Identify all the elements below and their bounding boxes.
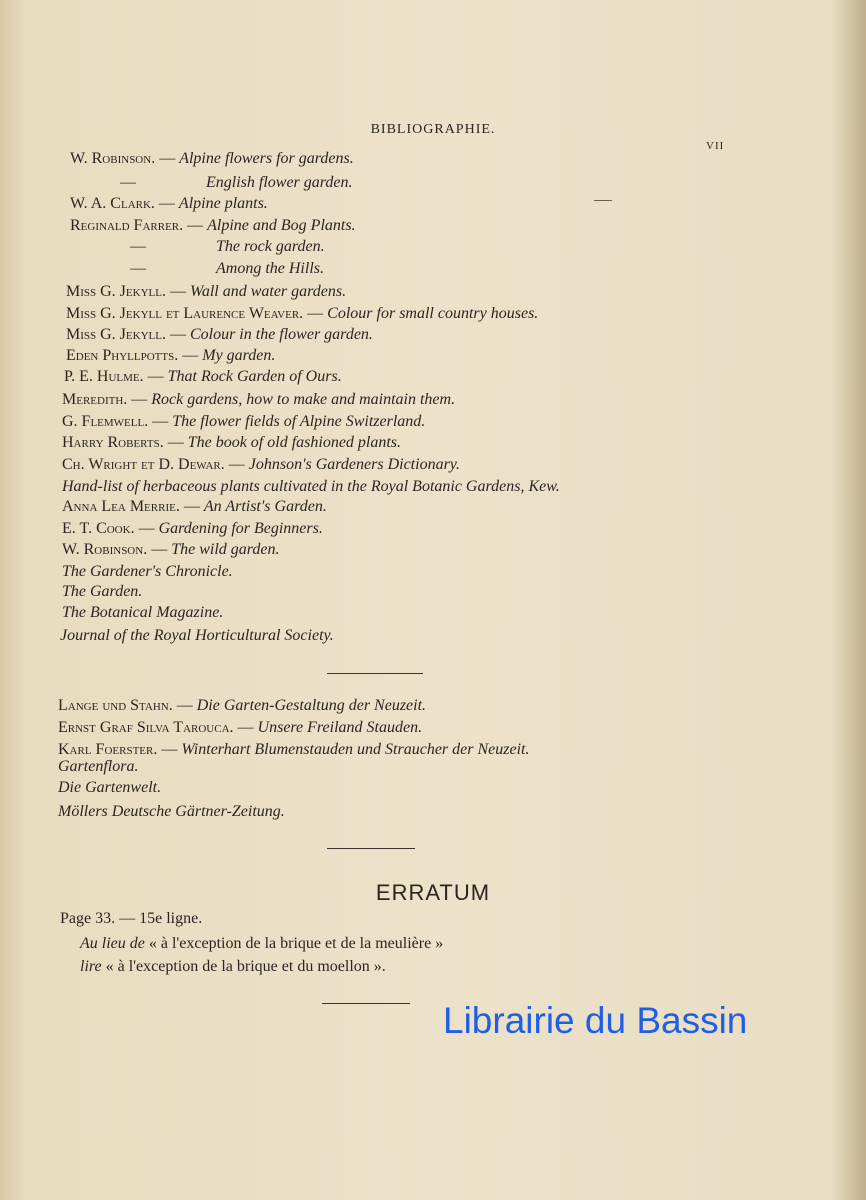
entry-separator: — <box>183 217 208 234</box>
section-divider <box>327 673 423 674</box>
bibliography-entry <box>62 520 323 538</box>
entry-separator: — <box>130 260 146 277</box>
entry-title: Die Garten-Gestaltung der Neuzeit. <box>196 697 427 714</box>
bibliography-entry <box>62 498 327 516</box>
erratum-read-line <box>80 958 386 976</box>
entry-author: Ernst Graf Silva Tarouca. <box>58 719 234 736</box>
closing-rule <box>322 1003 410 1004</box>
entry-separator: — <box>134 520 159 537</box>
entry-separator: — <box>155 150 180 167</box>
entry-author: W. Robinson. <box>70 150 156 167</box>
entry-title: Johnson's Gardeners Dictionary. <box>248 456 461 473</box>
entry-title: The book of old fashioned plants. <box>187 434 402 451</box>
entry-title: The Garden. <box>62 583 143 600</box>
entry-title: The Botanical Magazine. <box>62 604 224 621</box>
entry-author: Ch. Wright et D. Dewar. <box>62 456 225 473</box>
entry-author: Eden Phyllpotts. <box>66 347 179 364</box>
bibliography-entry <box>62 413 425 431</box>
entry-separator: — <box>120 174 136 191</box>
instead-label: Au lieu de <box>80 935 145 952</box>
bibliography-entry <box>62 604 223 622</box>
entry-author: P. E. Hulme. <box>64 368 144 385</box>
entry-title: Colour for small country houses. <box>327 305 539 322</box>
bibliography-entry <box>62 583 142 601</box>
bibliography-entry <box>70 217 356 235</box>
bibliography-entry <box>58 758 138 776</box>
section-divider <box>327 848 415 849</box>
bibliography-entry <box>66 305 538 323</box>
stray-mark <box>594 200 612 201</box>
entry-separator: — <box>143 368 168 385</box>
entry-title: Die Gartenwelt. <box>58 779 162 796</box>
entry-separator: — <box>165 326 190 343</box>
entry-author: Anna Lea Merrie. <box>62 498 180 515</box>
entry-separator: — <box>127 391 152 408</box>
entry-title: An Artist's Garden. <box>203 498 327 515</box>
entry-title: Alpine plants. <box>178 195 268 212</box>
bibliography-entry <box>130 260 324 278</box>
erratum-instead-line <box>80 935 443 953</box>
entry-separator: — <box>178 347 203 364</box>
bibliography-entry <box>70 150 354 168</box>
entry-separator: — <box>165 283 190 300</box>
bibliography-entry <box>58 803 285 821</box>
entry-title: Rock gardens, how to make and maintain them. <box>151 391 456 408</box>
entry-title: Unsere Freiland Stauden. <box>257 719 423 736</box>
entry-title: The Gardener's Chronicle. <box>62 563 233 580</box>
entry-title: Colour in the flower garden. <box>189 326 373 343</box>
entry-separator: — <box>147 541 172 558</box>
bibliography-entry <box>58 779 161 797</box>
entry-title: Alpine and Bog Plants. <box>207 217 356 234</box>
entry-author: G. Flemwell. <box>62 413 149 430</box>
bibliography-entry <box>66 283 346 301</box>
entry-title: Gardening for Beginners. <box>158 520 323 537</box>
bibliography-entry <box>62 456 460 474</box>
entry-author: Miss G. Jekyll. <box>66 283 166 300</box>
entry-title: The rock garden. <box>216 238 325 255</box>
entry-separator: — <box>148 413 173 430</box>
entry-separator: — <box>157 741 182 758</box>
read-text: « à l'exception de la brique et du moellon ». <box>105 958 386 975</box>
bibliography-entry <box>58 719 422 737</box>
entry-separator: — <box>130 238 146 255</box>
entry-title: Möllers Deutsche Gärtner-Zeitung. <box>58 803 285 820</box>
entry-author: Karl Foerster. <box>58 741 158 758</box>
bibliography-entry <box>70 195 268 213</box>
bibliography-entry <box>62 563 233 581</box>
entry-separator: — <box>179 498 204 515</box>
entry-separator: — <box>163 434 188 451</box>
entry-author: Meredith. <box>62 391 128 408</box>
bibliography-entry <box>58 697 426 715</box>
bibliography-entry <box>58 741 529 759</box>
erratum-heading: ERRATUM <box>375 880 491 905</box>
entry-title: Winterhart Blumenstauden und Straucher der Neuzeit. <box>181 741 530 758</box>
bibliography-entry <box>62 391 455 409</box>
bibliography-entry <box>62 434 401 452</box>
entry-title: Hand-list of herbaceous plants cultivated in the Royal Botanic Gardens, Kew. <box>62 478 560 495</box>
entry-title: Gartenflora. <box>58 758 139 775</box>
entry-separator: — <box>172 697 197 714</box>
erratum-page-line: Page 33. — 15e ligne. <box>60 910 203 927</box>
entry-author: Lange und Stahn. <box>58 697 173 714</box>
entry-separator: — <box>233 719 258 736</box>
entry-author: W. A. Clark. <box>70 195 155 212</box>
entry-title: My garden. <box>202 347 276 364</box>
entry-separator: — <box>224 456 249 473</box>
entry-author: Harry Roberts. <box>62 434 164 451</box>
entry-separator: — <box>303 305 328 322</box>
entry-title: Alpine flowers for gardens. <box>179 150 354 167</box>
entry-author: W. Robinson. <box>62 541 148 558</box>
entry-title: That Rock Garden of Ours. <box>167 368 342 385</box>
bibliography-entry <box>66 326 373 344</box>
entry-title: Journal of the Royal Horticultural Society. <box>60 627 334 644</box>
entry-separator: — <box>154 195 179 212</box>
entry-author: E. T. Cook. <box>62 520 135 537</box>
bibliography-entry <box>66 347 275 365</box>
bibliography-entry <box>60 627 334 645</box>
read-label: lire <box>80 958 102 975</box>
bibliography-entry <box>64 368 342 386</box>
bibliography-entry <box>120 174 353 192</box>
bibliography-entry <box>62 541 280 559</box>
page-header: BIBLIOGRAPHIE. <box>370 122 496 137</box>
entry-title: The flower fields of Alpine Switzerland. <box>172 413 426 430</box>
entry-title: The wild garden. <box>171 541 280 558</box>
entry-author: Miss G. Jekyll. <box>66 326 166 343</box>
entry-title: English flower garden. <box>206 174 353 191</box>
entry-title: Among the Hills. <box>216 260 324 277</box>
entry-author: Reginald Farrer. <box>70 217 184 234</box>
page-number: VII <box>706 140 725 152</box>
entry-title: Wall and water gardens. <box>189 283 347 300</box>
bibliography-entry <box>62 478 560 496</box>
bibliography-entry <box>130 238 325 256</box>
instead-text: « à l'exception de la brique et de la meulière » <box>148 935 444 952</box>
entry-author: Miss G. Jekyll et Laurence Weaver. <box>66 305 304 322</box>
watermark-text: Librairie du Bassin <box>443 1000 748 1041</box>
